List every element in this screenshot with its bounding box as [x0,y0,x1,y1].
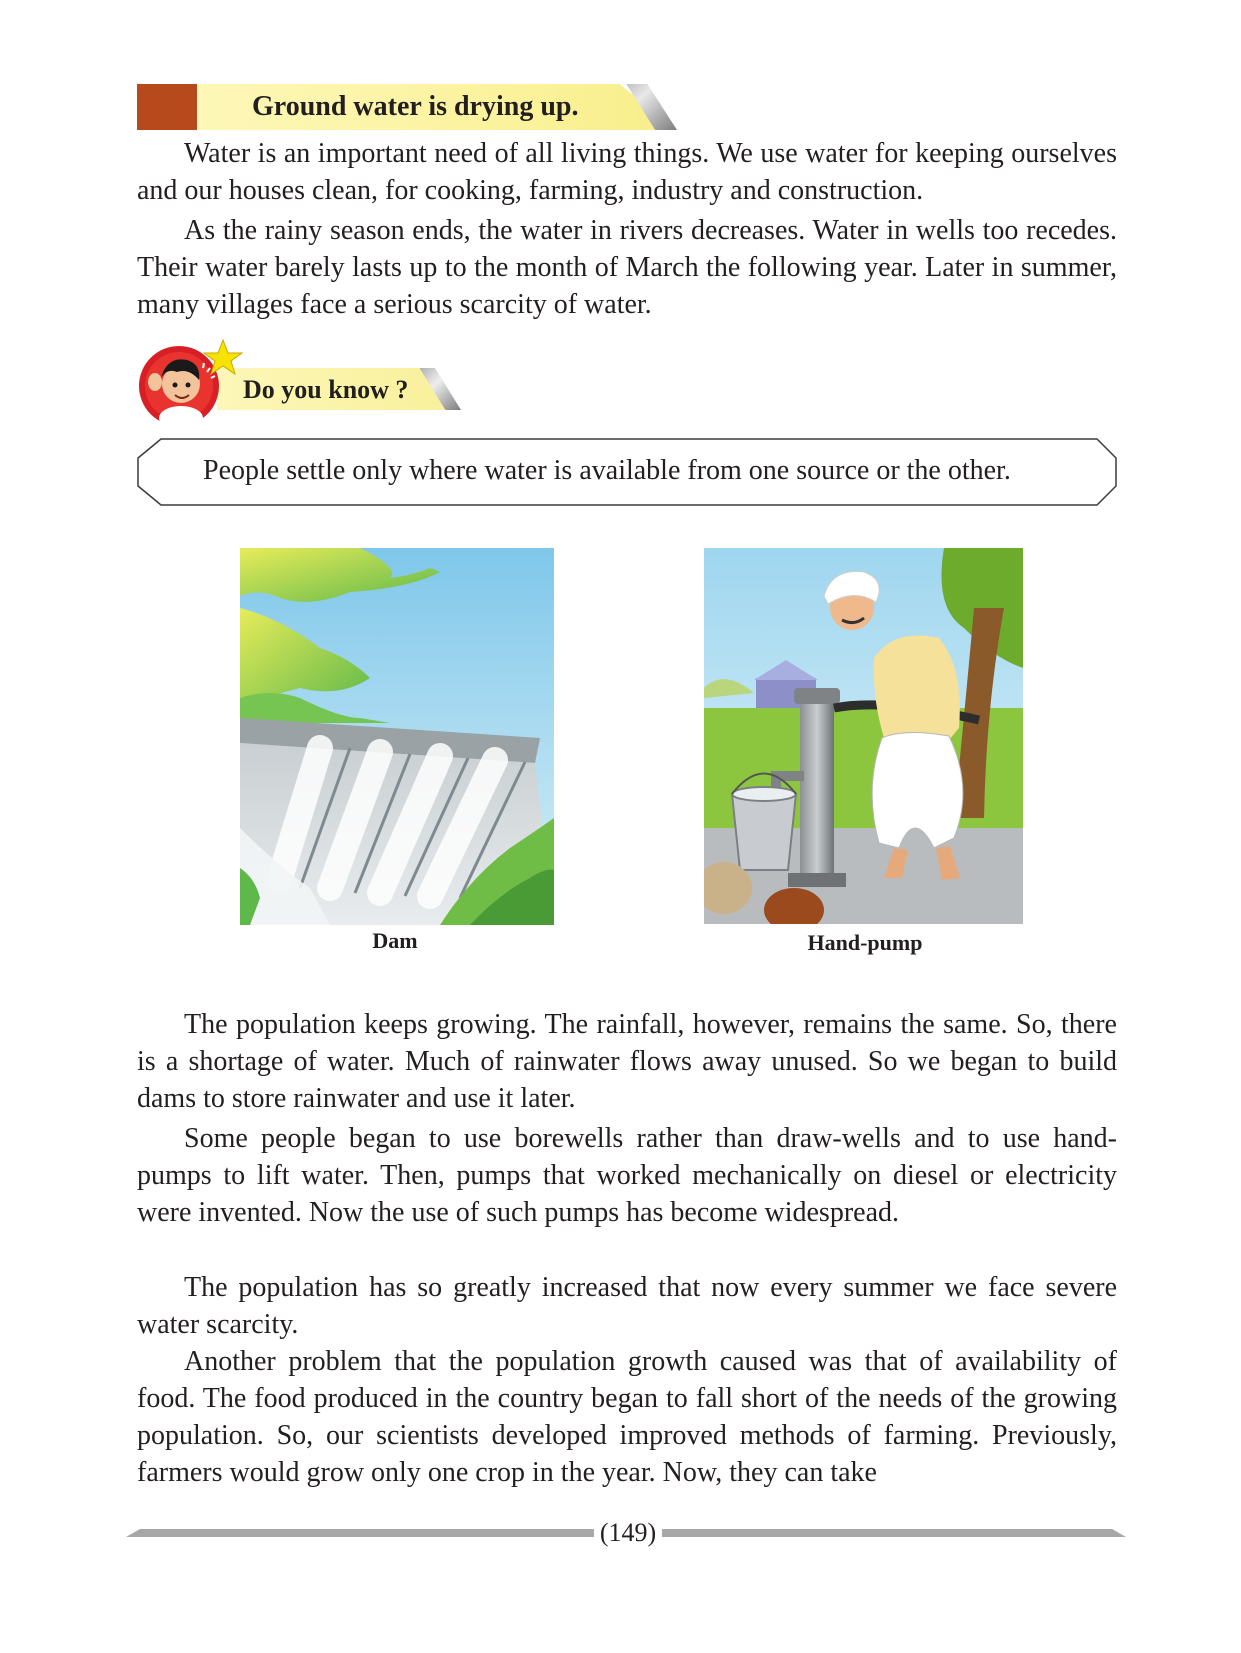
footer-rule-left [126,1529,594,1537]
heading-color-block [137,84,197,130]
info-box [137,438,1117,506]
paragraph: Water is an important need of all living things. We use water for keeping ourselves and our houses clean, for cooking, farming, industry and construction. [137,138,1117,206]
page-number: (149) [599,1518,657,1547]
handpump-illustration [704,548,1023,924]
paragraph: The population keeps growing. The rainfall, however, remains the same. So, there is a shortage of water. Much of rainwater flows away unused. So we began to build dams to store rainwater and use it later. [137,1009,1117,1114]
paragraph: Some people began to use borewells rather than draw-wells and to use hand-pumps to lift water. Then, pumps that worked mechanically on diesel or electricity were invented. Now the use of such pumps has become widespread. [137,1123,1117,1228]
page-footer [126,1518,1126,1548]
dam-caption: Dam [372,928,418,953]
paragraph: As the rainy season ends, the water in rivers decreases. Water in wells too recedes. Their water barely lasts up to the month of March the following year. Later in summer, many villages face a serious scarcity of water. [137,215,1117,320]
section-heading-bar [137,84,677,130]
do-you-know-header [137,338,467,430]
boy-mascot-icon [137,338,252,430]
do-you-know-text: People settle only where water is available from one source or the other. [203,455,1011,486]
do-you-know-label: Do you know ? [243,375,409,404]
paragraph: The population has so greatly increased that now every summer we face severe water scarcity. [137,1272,1117,1340]
handpump-caption: Hand-pump [807,930,923,955]
section-heading: Ground water is drying up. [252,91,579,122]
footer-rule-right [662,1529,1126,1537]
paragraph: Another problem that the population growth caused was that of availability of food. The food produced in the country began to fall short of the needs of the growing population. So, our scientists developed improved methods of farming. Previously, farmers would grow only one crop in the year. Now, they can take [137,1346,1117,1488]
dam-illustration [240,548,554,925]
